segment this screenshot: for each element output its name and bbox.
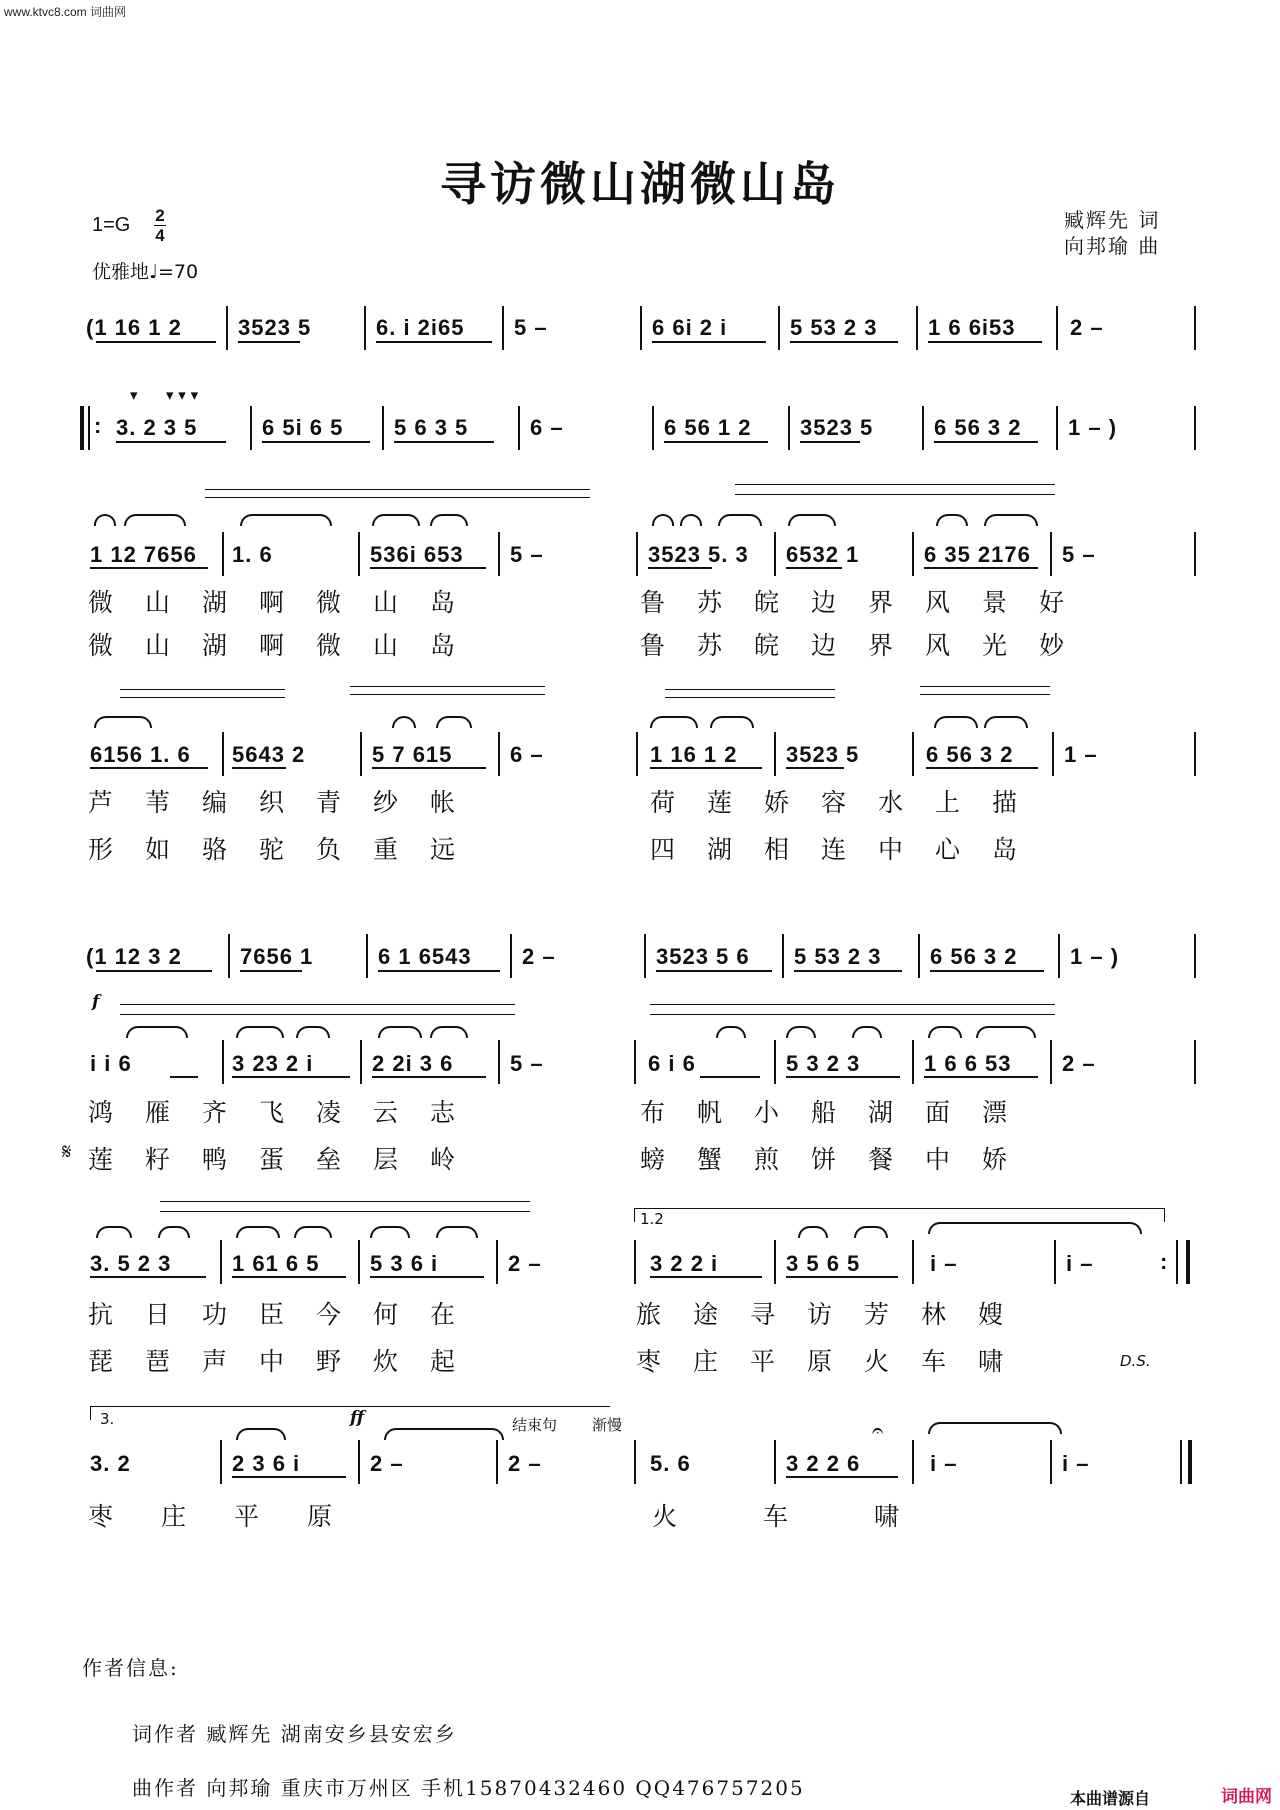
lyric-line: 微山湖啊微山岛 — [88, 631, 488, 660]
measure: 6 5i 6 5 — [262, 415, 344, 440]
measure: 6 56 3 2 — [926, 742, 1014, 767]
measure: 1 6 6i53 — [928, 315, 1016, 340]
lyric-line: 微山湖啊微山岛 — [88, 588, 488, 617]
measure: 6 – — [530, 415, 564, 440]
measure: 3. 5 2 3 — [90, 1251, 172, 1276]
measure: 5 53 2 3 — [790, 315, 878, 340]
measure: 6. i 2i65 — [376, 315, 465, 340]
measure: (1 12 3 2 — [86, 944, 182, 969]
measure: 2 – — [508, 1251, 542, 1276]
lyric-line: 枣庄平原火车啸 — [636, 1347, 1036, 1376]
measure: 1 6 6 53 — [924, 1051, 1012, 1076]
measure: 6 i 6 — [648, 1051, 696, 1076]
measure: i i 6 — [90, 1051, 132, 1076]
measure: 1 – ) — [1070, 944, 1120, 969]
measure: 1. 6 — [232, 542, 273, 567]
measure: 6 56 1 2 — [664, 415, 752, 440]
measure: 3 2 2 6 — [786, 1451, 861, 1476]
measure: i – — [1066, 1251, 1094, 1276]
measure: 5643 2 — [232, 742, 306, 767]
composer-credit: 向邦瑜 曲 — [1064, 234, 1161, 258]
author-info-heading: 作者信息: — [82, 1656, 179, 1680]
lyricist-info: 词作者 臧辉先 湖南安乡县安宏乡 — [132, 1722, 457, 1746]
measure: 1 – ) — [1068, 415, 1118, 440]
measure: 3523 5 — [238, 315, 312, 340]
measure: 2 – — [522, 944, 556, 969]
measure: 5 3 2 3 — [786, 1051, 861, 1076]
time-signature — [154, 207, 166, 244]
measure: 2 2i 3 6 — [372, 1051, 454, 1076]
measure: 5 – — [1062, 542, 1096, 567]
segno-sign: 𝄋 — [62, 1140, 72, 1165]
measure: 1 – — [1064, 742, 1098, 767]
measure: 3 23 2 i — [232, 1051, 314, 1076]
measure: 3 2 2 i — [650, 1251, 719, 1276]
measure: 3523 5 6 — [656, 944, 750, 969]
lyric-line: 旅途寻访芳林嫂 — [636, 1300, 1036, 1329]
measure: 1 61 6 5 — [232, 1251, 320, 1276]
measure: 3 5 6 5 — [786, 1251, 861, 1276]
volta-3: 3. — [100, 1410, 115, 1428]
time-top: 2 — [155, 206, 165, 225]
measure: 6156 1. 6 — [90, 742, 191, 767]
measure: i – — [1062, 1451, 1090, 1476]
lyric-line: 火车啸 — [652, 1502, 986, 1531]
measure: 2 – — [1070, 315, 1104, 340]
measure: 2 – — [508, 1451, 542, 1476]
measure: 5 – — [510, 1051, 544, 1076]
measure: 1 16 1 2 — [650, 742, 738, 767]
source-url: www.ktvc8.com 词曲网 — [4, 5, 127, 19]
measure: 6 56 3 2 — [934, 415, 1022, 440]
measure: 3523 5 — [800, 415, 874, 440]
ritardando-label: 渐慢 — [592, 1416, 623, 1434]
measure: 5 – — [510, 542, 544, 567]
measure: 3. 2 — [90, 1451, 131, 1476]
measure: 2 – — [370, 1451, 404, 1476]
lyric-line: 芦苇编织青纱帐 — [88, 788, 488, 817]
lyricist-credit: 臧辉先 词 — [1064, 208, 1161, 232]
lyric-line: 螃蟹煎饼餐中娇 — [640, 1145, 1040, 1174]
composer-info: 曲作者 向邦瑜 重庆市万州区 手机15870432460 QQ476757205 — [132, 1776, 805, 1800]
measure: i – — [930, 1251, 958, 1276]
page-title: 寻访微山湖微山岛 — [440, 157, 840, 211]
source-note: 本曲谱源自 — [1070, 1789, 1151, 1808]
measure: 2 – — [1062, 1051, 1096, 1076]
measure: 1 12 7656 — [90, 542, 197, 567]
fermata-icon: 𝄐 — [872, 1418, 884, 1442]
volta-1-2: 1.2 — [640, 1210, 664, 1228]
lyric-line: 四湖相连中心岛 — [650, 835, 1050, 864]
time-bottom: 4 — [155, 226, 165, 245]
ending-phrase-label: 结束句 — [512, 1416, 558, 1434]
lyric-line: 鸿雁齐飞凌云志 — [88, 1098, 488, 1127]
tempo-marking: 优雅地♩=70 — [92, 261, 199, 283]
lyric-line: 形如骆驼负重远 — [88, 835, 488, 864]
lyric-line: 枣庄平原 — [88, 1502, 381, 1531]
measure: 3523 5. 3 — [648, 542, 749, 567]
measure: 6 1 6543 — [378, 944, 472, 969]
measure: 6 6i 2 i — [652, 315, 728, 340]
measure: 536i 653 — [370, 542, 464, 567]
measure: 3523 5 — [786, 742, 860, 767]
measure: i – — [930, 1451, 958, 1476]
lyric-line: 荷莲娇容水上描 — [650, 788, 1050, 817]
lyric-line: 布帆小船湖面漂 — [640, 1098, 1040, 1127]
site-logo: 词曲网 — [1221, 1787, 1272, 1807]
dynamic-ff: ff — [350, 1408, 365, 1428]
measure: 6 35 2176 — [924, 542, 1031, 567]
measure: (1 16 1 2 — [86, 315, 182, 340]
lyric-line: 鲁苏皖边界风光妙 — [640, 631, 1097, 660]
measure: 5 53 2 3 — [794, 944, 882, 969]
measure: 7656 1 — [240, 944, 314, 969]
lyric-line: 琵琶声中野炊起 — [88, 1347, 488, 1376]
lyric-line: 抗日功臣今何在 — [88, 1300, 488, 1329]
measure: 5 7 615 — [372, 742, 453, 767]
measure: 5 – — [514, 315, 548, 340]
measure: 6 – — [510, 742, 544, 767]
lyric-line: 莲籽鸭蛋垒层岭 — [88, 1145, 488, 1174]
dynamic-f: f — [92, 992, 100, 1012]
lyric-line: 鲁苏皖边界风景好 — [640, 588, 1097, 617]
ds-marking: D.S. — [1120, 1352, 1151, 1370]
measure: 5. 6 — [650, 1451, 691, 1476]
measure: 6532 1 — [786, 542, 860, 567]
measure: 6 56 3 2 — [930, 944, 1018, 969]
measure: 2 3 6 i — [232, 1451, 301, 1476]
key-signature: 1=G — [92, 214, 131, 236]
measure: 3. 2 3 5 — [116, 415, 198, 440]
measure: 5 3 6 i — [370, 1251, 439, 1276]
measure: 5 6 3 5 — [394, 415, 469, 440]
